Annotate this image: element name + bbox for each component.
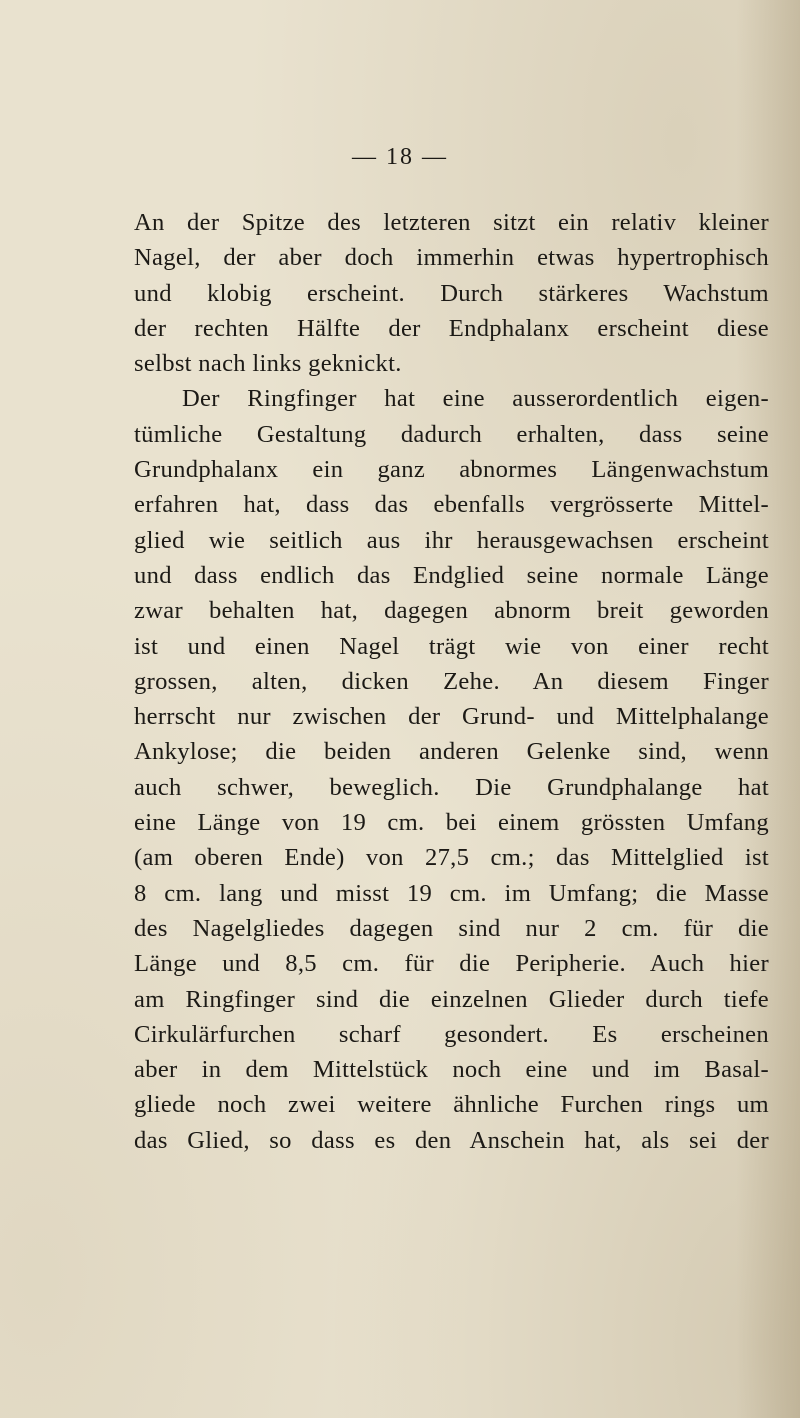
page-number: — 18 — bbox=[352, 144, 448, 170]
text-line: selbst nach links geknickt. bbox=[134, 350, 402, 378]
body-text bbox=[134, 205, 769, 1158]
text-line: Ankylose; die beiden anderen Gelenke sind, wenn bbox=[134, 738, 769, 766]
text-line: eine Länge von 19 cm. bei einem grössten Umfang bbox=[134, 809, 769, 837]
text-line: der rechten Hälfte der Endphalanx erscheint diese bbox=[134, 314, 769, 342]
text-line: Nagel, der aber doch immerhin etwas hypertrophisch bbox=[134, 244, 769, 272]
text-line: 8 cm. lang und misst 19 cm. im Umfang; die Masse bbox=[134, 879, 769, 907]
text-line: Grundphalanx ein ganz abnormes Längenwachstum bbox=[134, 456, 769, 484]
text-line: am Ringfinger sind die einzelnen Glieder durch tiefe bbox=[134, 985, 769, 1013]
text-line: gliede noch zwei weitere ähnliche Furchen rings um bbox=[134, 1091, 769, 1119]
text-line: des Nagelgliedes dagegen sind nur 2 cm. für die bbox=[134, 914, 769, 942]
text-line: das Glied, so dass es den Anschein hat, als sei der bbox=[134, 1126, 769, 1154]
text-line: grossen, alten, dicken Zehe. An diesem Finger bbox=[134, 667, 769, 695]
text-line: aber in dem Mittelstück noch eine und im Basal- bbox=[134, 1056, 769, 1084]
text-line: auch schwer, beweglich. Die Grundphalange hat bbox=[134, 773, 769, 801]
text-line: herrscht nur zwischen der Grund- und Mittelphalange bbox=[134, 703, 769, 731]
text-line: An der Spitze des letzteren sitzt ein relativ kleiner bbox=[134, 209, 769, 236]
text-line: erfahren hat, dass das ebenfalls vergrösserte Mittel- bbox=[134, 491, 769, 519]
text-line: zwar behalten hat, dagegen abnorm breit geworden bbox=[134, 597, 769, 625]
text-line: und dass endlich das Endglied seine normale Länge bbox=[134, 561, 769, 589]
paragraph bbox=[134, 205, 769, 381]
text-line: glied wie seitlich aus ihr herausgewachsen erscheint bbox=[134, 526, 769, 554]
text-line: Der Ringfinger hat eine ausserordentlich eigen- bbox=[182, 385, 769, 413]
text-line: ist und einen Nagel trägt wie von einer recht bbox=[134, 632, 769, 660]
text-line: Cirkulärfurchen scharf gesondert. Es erscheinen bbox=[134, 1020, 769, 1048]
text-line: (am oberen Ende) von 27,5 cm.; das Mittelglied ist bbox=[134, 844, 769, 872]
text-line: und klobig erscheint. Durch stärkeres Wachstum bbox=[134, 279, 769, 307]
text-line: Länge und 8,5 cm. für die Peripherie. Auch hier bbox=[134, 950, 769, 978]
text-line: tümliche Gestaltung dadurch erhalten, dass seine bbox=[134, 420, 769, 448]
paragraph bbox=[134, 381, 769, 1158]
